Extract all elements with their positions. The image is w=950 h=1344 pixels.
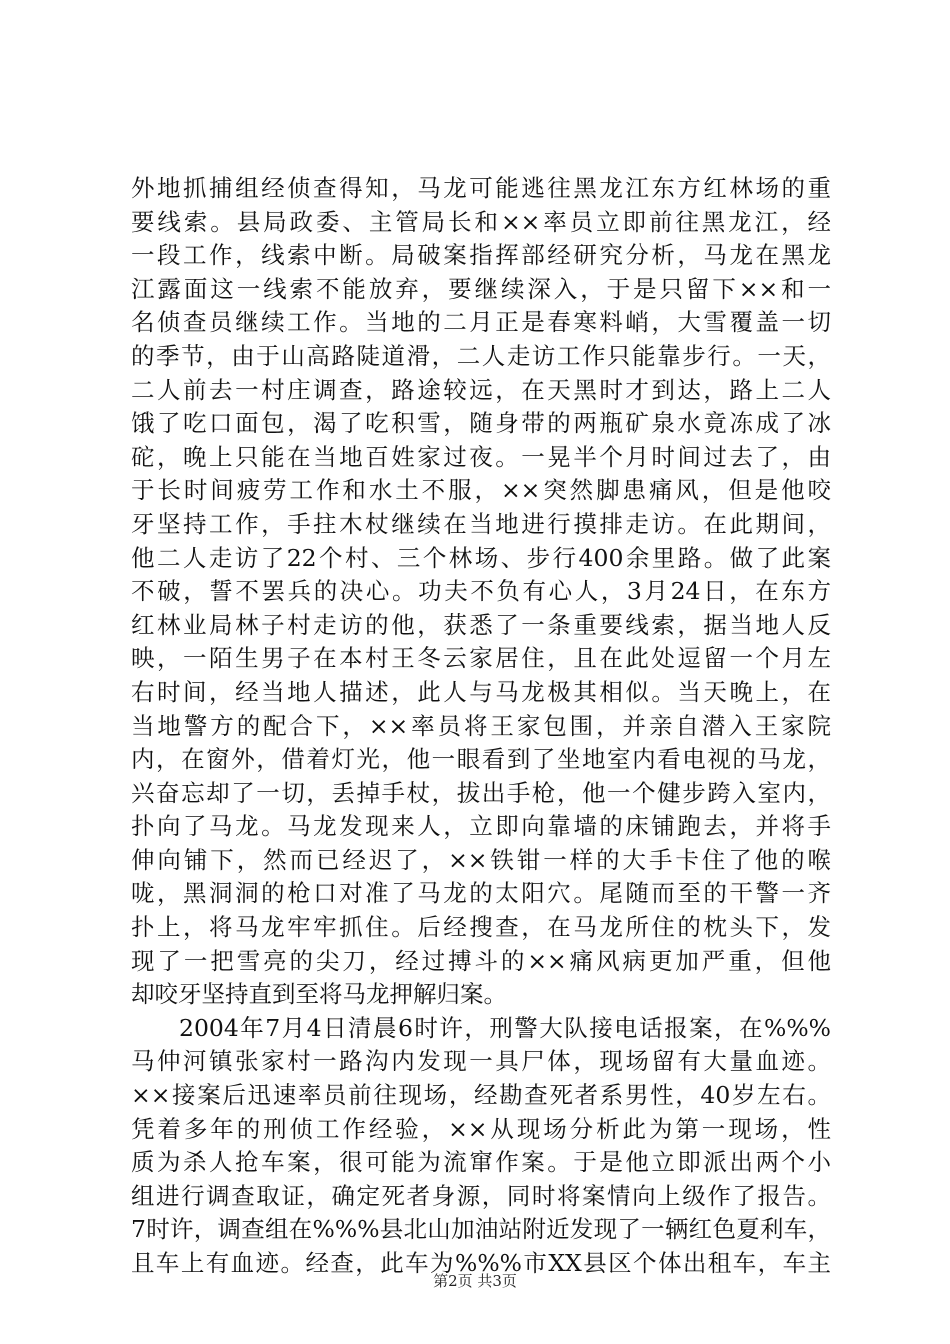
text-line: 砣，晚上只能在当地百姓家过夜。一晃半个月时间过去了，由 (131, 442, 831, 471)
text-line: 江露面这一线索不能放弃，要继续深入，于是只留下××和一 (131, 274, 831, 303)
page-footer (0, 1270, 950, 1291)
text-line: 却咬牙坚持直到至将马龙押解归案。 (131, 980, 507, 1009)
text-line: 牙坚持工作，手拄木杖继续在当地进行摸排走访。在此期间， (131, 509, 831, 538)
text-line: 他二人走访了22个村、三个林场、步行400余里路。做了此案 (131, 543, 831, 572)
text-line: 7时许，调查组在%%%县北山加油站附近发现了一辆红色夏利车， (131, 1215, 831, 1244)
text-line: 名侦查员继续工作。当地的二月正是春寒料峭，大雪覆盖一切 (131, 308, 831, 337)
body-text (131, 172, 831, 1281)
text-line: 的季节，由于山高路陡道滑，二人走访工作只能靠步行。一天， (131, 341, 831, 370)
text-line: 内，在窗外，借着灯光，他一眼看到了坐地室内看电视的马龙， (131, 745, 831, 774)
text-line: 咙，黑洞洞的枪口对准了马龙的太阳穴。尾随而至的干警一齐 (131, 879, 831, 908)
text-line: 组进行调查取证，确定死者身源，同时将案情向上级作了报告。 (131, 1181, 831, 1210)
text-line: ××接案后迅速率员前往现场，经勘查死者系男性，40岁左右。 (131, 1081, 831, 1110)
paragraph-start-line: 2004年7月4日清晨6时许，刑警大队接电话报案，在%%% (179, 1013, 831, 1042)
text-line: 要线索。县局政委、主管局长和××率员立即前往黑龙江，经 (131, 207, 831, 236)
text-line: 且车上有血迹。经查，此车为%%%市XX县区个体出租车，车主 (131, 1249, 831, 1277)
text-line: 右时间，经当地人描述，此人与马龙极其相似。当天晚上，在 (131, 677, 831, 706)
text-line: 兴奋忘却了一切，丢掉手杖，拔出手枪，他一个健步跨入室内， (131, 778, 831, 807)
page-number-label: 第2页 共3页 (433, 1272, 517, 1290)
text-line: 凭着多年的刑侦工作经验，××从现场分析此为第一现场，性 (131, 1114, 831, 1143)
text-line: 映，一陌生男子在本村王冬云家居住，且在此处逗留一个月左 (131, 644, 831, 673)
text-line: 二人前去一村庄调查，路途较远，在天黑时才到达，路上二人 (131, 375, 831, 404)
text-line: 伸向铺下，然而已经迟了，××铁钳一样的大手卡住了他的喉 (131, 845, 831, 874)
text-line: 扑上，将马龙牢牢抓住。后经搜查，在马龙所住的枕头下，发 (131, 913, 831, 942)
text-line: 饿了吃口面包，渴了吃积雪，随身带的两瓶矿泉水竟冻成了冰 (131, 409, 831, 438)
text-line: 于长时间疲劳工作和水土不服，××突然脚患痛风，但是他咬 (131, 476, 831, 505)
text-line: 马仲河镇张家村一路沟内发现一具尸体，现场留有大量血迹。 (131, 1047, 831, 1076)
text-line: 外地抓捕组经侦查得知，马龙可能逃往黑龙江东方红林场的重 (131, 174, 831, 202)
text-line: 现了一把雪亮的尖刀，经过搏斗的××痛风病更加严重，但他 (131, 946, 831, 975)
text-line: 当地警方的配合下，××率员将王家包围，并亲自潜入王家院 (131, 711, 831, 740)
text-line: 不破，誓不罢兵的决心。功夫不负有心人，3月24日，在东方 (131, 577, 831, 606)
text-line: 质为杀人抢车案，很可能为流窜作案。于是他立即派出两个小 (131, 1148, 831, 1177)
text-line: 红林业局林子村走访的他，获悉了一条重要线索，据当地人反 (131, 610, 831, 639)
text-line: 扑向了马龙。马龙发现来人，立即向靠墙的床铺跑去，并将手 (131, 812, 831, 841)
text-line: 一段工作，线索中断。局破案指挥部经研究分析，马龙在黑龙 (131, 241, 831, 270)
